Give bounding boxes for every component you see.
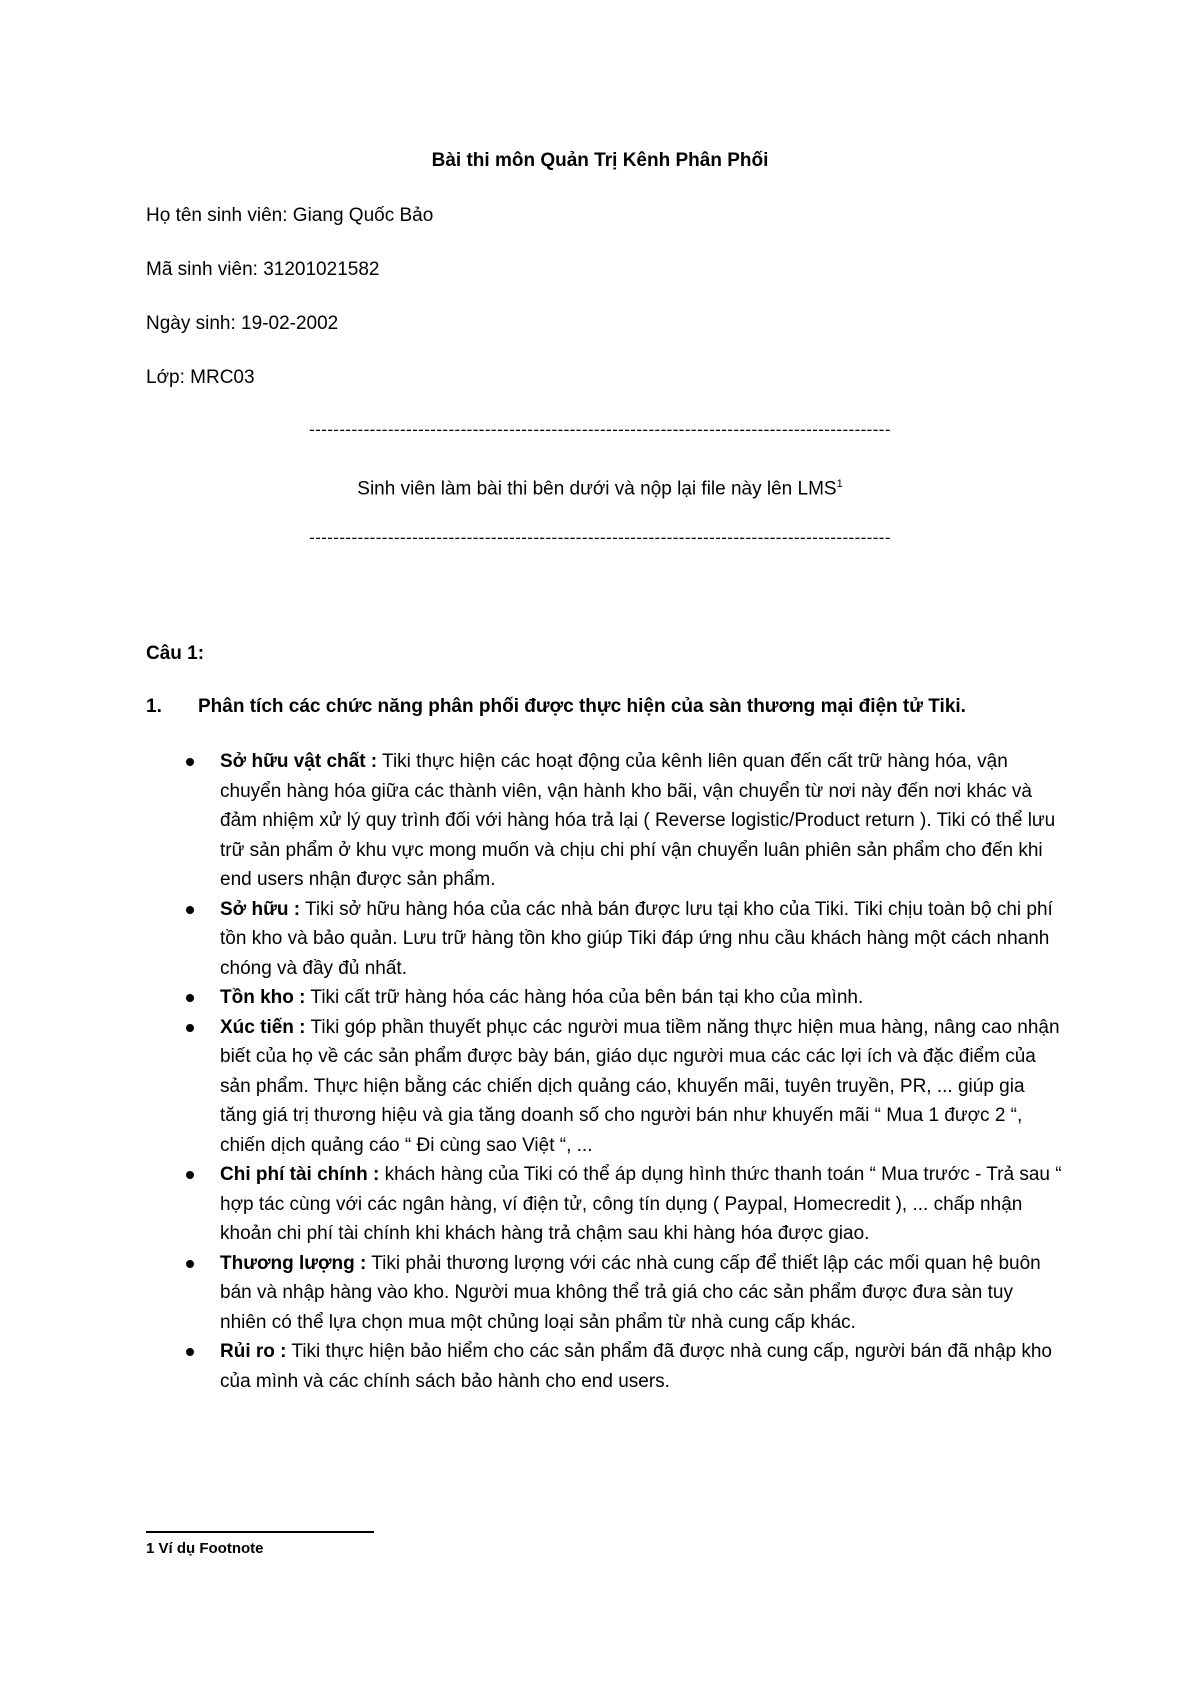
bullet-icon (186, 906, 194, 914)
bullet-icon (186, 1171, 194, 1179)
list-item (186, 1013, 1064, 1161)
item-text: Tiki thực hiện các hoạt động của kênh liên quan đến cất trữ hàng hóa, vận chuyển hàng hóa giữa các thành viên, vận hành kho bãi, vận chuyển từ nơi này đến nơi khác và đảm nhiệm xử lý quy trình đối với hàng hóa trả lại ( Reverse logistic/Product return ). Tiki có thể lưu trữ sản phẩm ở khu vực mong muốn và chịu chi phí vận chuyển luân phiên sản phẩm cho đến khi end users nhận được sản phẩm. (220, 751, 1056, 890)
item-text: Tiki sở hữu hàng hóa của các nhà bán được lưu tại kho của Tiki. Tiki chịu toàn bộ chi phí tồn kho và bảo quản. Lưu trữ hàng tồn kho giúp Tiki đáp ứng nhu cầu khách hàng một cách nhanh chóng và đầy đủ nhất. (220, 898, 1053, 979)
sub-question-number: 1. (146, 696, 162, 717)
item-term: Sở hữu : (220, 898, 301, 920)
divider-bottom: ------------------------------------------------------------------------------------------------ (309, 528, 891, 547)
question-label: Câu 1: (146, 643, 205, 664)
sub-question (146, 696, 966, 718)
list-item (186, 1160, 1064, 1249)
divider-top: ------------------------------------------------------------------------------------------------ (309, 420, 891, 439)
function-list (186, 747, 1064, 1396)
item-term: Tồn kho : (220, 987, 306, 1008)
list-item (186, 747, 1064, 895)
footnote-mark: 1 (836, 478, 843, 490)
bullet-icon (186, 758, 194, 766)
student-name: Họ tên sinh viên: Giang Quốc Bảo (146, 205, 434, 226)
item-term: Rủi ro : (220, 1341, 287, 1362)
item-term: Chi phí tài chính : (220, 1164, 380, 1185)
list-item (186, 983, 1064, 1013)
footnote-text: 1 Ví dụ Footnote (146, 1540, 264, 1557)
student-class: Lớp: MRC03 (146, 367, 255, 388)
student-id: Mã sinh viên: 31201021582 (146, 259, 380, 280)
item-text: Tiki cất trữ hàng hóa các hàng hóa của bên bán tại kho của mình. (305, 987, 864, 1008)
list-item (186, 1249, 1064, 1338)
student-birthdate: Ngày sinh: 19-02-2002 (146, 313, 339, 334)
item-term: Sở hữu vật chất : (220, 751, 378, 772)
bullet-icon (186, 1260, 194, 1268)
item-text: Tiki phải thương lượng với các nhà cung cấp để thiết lập các mối quan hệ buôn bán và nhập hàng vào kho. Người mua không thể trả giá cho các sản phẩm được đưa sàn tuy nhiên có thể lựa chọn mua một chủng loại sản phẩm từ nhà cung cấp khác. (220, 1252, 1041, 1333)
footnote-separator (146, 1531, 374, 1533)
list-item (186, 1337, 1064, 1396)
item-text: Tiki góp phần thuyết phục các người mua tiềm năng thực hiện mua hàng, nâng cao nhận biết của họ về các sản phẩm được bày bán, giáo dục người mua các các lợi ích và đặc điểm của sản phẩm. Thực hiện bằng các chiến dịch quảng cáo, khuyến mãi, tuyên truyền, PR, ... giúp gia tăng giá trị thương hiệu và gia tăng doanh số cho người bán như khuyến mãi “ Mua 1 được 2 “, chiến dịch quảng cáo “ Đi cùng sao Việt “, ... (220, 1016, 1060, 1156)
list-item (186, 895, 1064, 984)
document-title: Bài thi môn Quản Trị Kênh Phân Phối (431, 150, 769, 171)
instruction-text (0, 478, 1200, 500)
item-text: khách hàng của Tiki có thể áp dụng hình thức thanh toán “ Mua trước - Trả sau “ hợp tác cùng với các ngân hàng, ví điện tử, công tín dụng ( Paypal, Homecredit ), ... chấp nhận khoản chi phí tài chính khi khách hàng trả chậm sau khi hàng hóa được giao. (220, 1164, 1062, 1244)
instruction-body: Sinh viên làm bài thi bên dưới và nộp lại file này lên LMS (357, 478, 837, 500)
bullet-icon (186, 1024, 194, 1032)
bullet-icon (186, 1348, 194, 1356)
item-term: Xúc tiến : (220, 1016, 306, 1038)
item-term: Thương lượng : (220, 1252, 367, 1274)
bullet-icon (186, 994, 194, 1002)
item-text: Tiki thực hiện bảo hiểm cho các sản phẩm đã được nhà cung cấp, người bán đã nhập kho của mình và các chính sách bảo hành cho end users. (220, 1341, 1052, 1392)
sub-question-text: Phân tích các chức năng phân phối được thực hiện của sàn thương mại điện tử Tiki. (198, 696, 966, 717)
